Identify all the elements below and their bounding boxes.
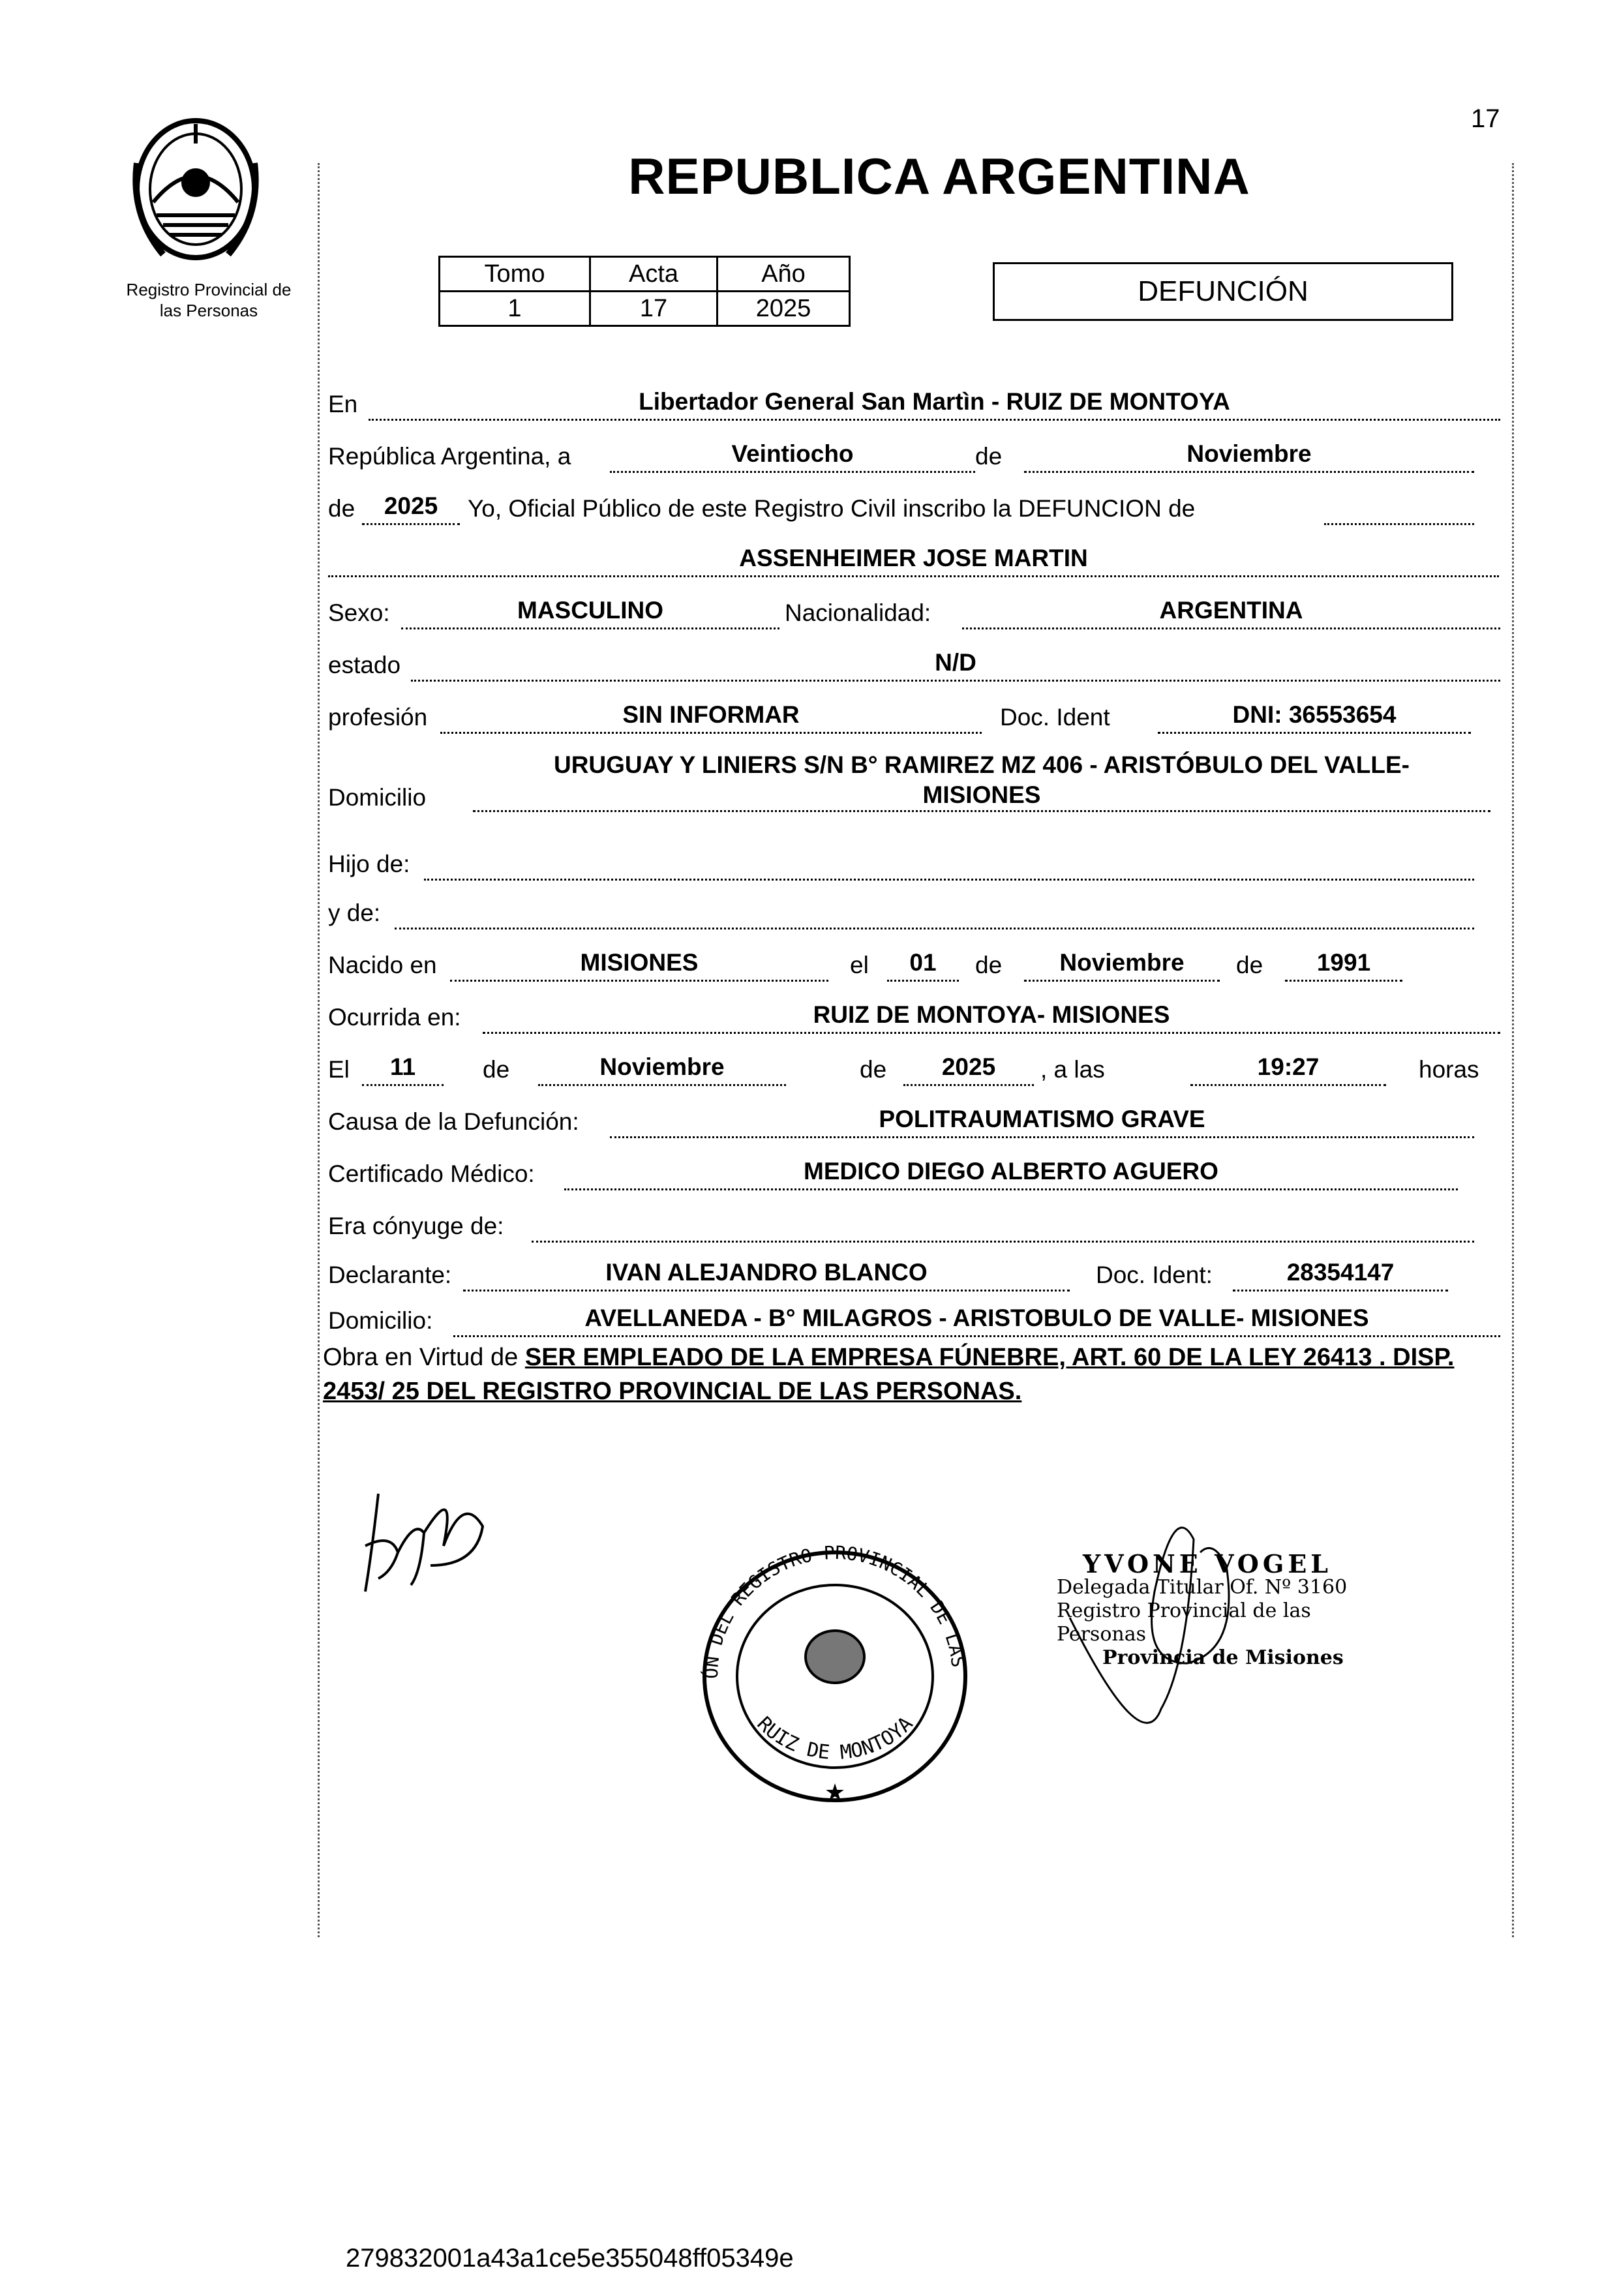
- crest-icon: [117, 111, 274, 267]
- sexo-value: MASCULINO: [401, 594, 779, 629]
- death-de2-label: de: [860, 1056, 887, 1083]
- tomo-header: Tomo: [440, 257, 590, 292]
- domicilio-value: [473, 750, 1490, 812]
- de-label: de: [975, 443, 1003, 470]
- page-number: 17: [1471, 104, 1500, 133]
- official-signature: [352, 1455, 515, 1618]
- row-ocurrida: [323, 995, 1497, 1038]
- registrar-line4: Provincia de Misiones: [1102, 1646, 1344, 1669]
- nacido-value: MISIONES: [450, 946, 828, 982]
- row-deceased-name: [323, 538, 1497, 581]
- en-value: Libertador General San Martìn - RUIZ DE MONTOYA: [369, 385, 1500, 421]
- registrar-line3: Registro Provincial de las Personas: [1057, 1599, 1311, 1646]
- death-el-label: El: [328, 1056, 350, 1083]
- causa-value: POLITRAUMATISMO GRAVE: [610, 1102, 1474, 1138]
- inscribo-blank: [1324, 489, 1474, 525]
- declarante-doc-value: 28354147: [1233, 1256, 1448, 1292]
- yde-label: y de:: [328, 899, 381, 926]
- delegacion-seal: [678, 1539, 991, 1813]
- domicilio2-label: Domicilio:: [328, 1307, 433, 1334]
- horas-label: horas: [1419, 1056, 1479, 1083]
- en-label: En: [328, 391, 358, 417]
- row-hijo: [323, 841, 1497, 884]
- row-estado: [323, 642, 1497, 686]
- nacionalidad-value: ARGENTINA: [962, 594, 1500, 629]
- sexo-label: Sexo:: [328, 599, 390, 626]
- footer-hash-code: 279832001a43a1ce5e355048ff05349e: [346, 2244, 794, 2273]
- de2-label: de: [328, 495, 355, 522]
- anio-value: 2025: [718, 292, 850, 326]
- hijo-label: Hijo de:: [328, 851, 410, 877]
- domicilio-line2: MISIONES: [922, 781, 1041, 808]
- estado-value: N/D: [411, 646, 1500, 682]
- left-margin-line: [318, 163, 320, 1937]
- estado-label: estado: [328, 652, 401, 678]
- ocurrida-label: Ocurrida en:: [328, 1004, 461, 1031]
- domicilio-label: Domicilio: [328, 784, 427, 811]
- row-declarante: [323, 1252, 1497, 1295]
- row-conyuge: [323, 1203, 1497, 1246]
- registrar-stamp: [1044, 1500, 1409, 1761]
- svg-text:★: ★: [824, 1779, 846, 1805]
- ocurrida-value: RUIZ DE MONTOYA- MISIONES: [483, 998, 1500, 1034]
- republica-label: República Argentina, a: [328, 443, 571, 470]
- document-type-box: DEFUNCIÓN: [993, 262, 1453, 321]
- row-nacido: [323, 943, 1497, 986]
- declarante-label: Declarante:: [328, 1261, 452, 1288]
- logo-caption-line1: Registro Provincial de: [126, 280, 292, 299]
- profesion-value: SIN INFORMAR: [440, 698, 982, 734]
- death-day: 11: [362, 1050, 444, 1086]
- registrar-stamp-text: [1057, 1549, 1396, 1670]
- day-text: Veintiocho: [610, 437, 975, 473]
- nacionalidad-label: Nacionalidad:: [785, 599, 931, 626]
- row-certificado: [323, 1151, 1497, 1194]
- nacido-label: Nacido en: [328, 952, 437, 978]
- hijo-value: [424, 845, 1474, 881]
- declarante-doc-label: Doc. Ident:: [1096, 1261, 1213, 1288]
- anio-header: Año: [718, 257, 850, 292]
- svg-text:RUIZ DE MONTOYA: [752, 1712, 917, 1764]
- domicilio-line1: URUGUAY Y LINIERS S/N B° RAMIREZ MZ 406 - ARISTÓBULO DEL VALLE-: [553, 751, 1410, 778]
- seal-ring-text: ÓN DEL REGISTRO PROVINCIAL DE LAS: [700, 1541, 969, 1680]
- record-table: [438, 256, 851, 327]
- birth-de-label: de: [975, 952, 1003, 978]
- birth-month: Noviembre: [1024, 946, 1220, 982]
- row-profesion: [323, 695, 1497, 738]
- profesion-label: profesión: [328, 704, 428, 731]
- alas-label: , a las: [1040, 1056, 1105, 1083]
- birth-de2-label: de: [1236, 952, 1263, 978]
- doc-ident-label: Doc. Ident: [1000, 704, 1110, 731]
- row-domicilio-declarante: [323, 1298, 1497, 1341]
- inscribo-text: Yo, Oficial Público de este Registro Civil inscribo la DEFUNCION de: [468, 495, 1196, 522]
- conyuge-value: [532, 1207, 1474, 1243]
- certificado-label: Certificado Médico:: [328, 1160, 535, 1187]
- obra-label: Obra en Virtud de: [323, 1344, 519, 1371]
- seal-icon: [678, 1539, 991, 1813]
- doc-ident-value: DNI: 36553654: [1158, 698, 1471, 734]
- row-fecha-defuncion: [323, 1047, 1497, 1090]
- signature-icon: [352, 1455, 515, 1618]
- tomo-value: 1: [440, 292, 590, 326]
- row-domicilio: [323, 751, 1497, 830]
- el-label: el: [850, 952, 869, 978]
- row-en: [323, 382, 1497, 425]
- provincia-crest-logo: [117, 111, 274, 267]
- yde-value: [395, 894, 1474, 929]
- birth-day: 01: [887, 946, 959, 982]
- acta-header: Acta: [590, 257, 718, 292]
- right-margin-line: [1512, 163, 1514, 1937]
- declarante-value: IVAN ALEJANDRO BLANCO: [463, 1256, 1070, 1292]
- row-y-de: [323, 890, 1497, 933]
- conyuge-label: Era cónyuge de:: [328, 1213, 504, 1239]
- row-causa: [323, 1099, 1497, 1142]
- month-text: Noviembre: [1024, 437, 1474, 473]
- obra-en-virtud: [323, 1340, 1504, 1408]
- death-month: Noviembre: [538, 1050, 786, 1086]
- logo-caption-line2: las Personas: [159, 301, 258, 320]
- row-fecha-acta: [323, 434, 1497, 477]
- registrar-line2: Delegada Titular Of. Nº 3160: [1057, 1576, 1348, 1599]
- deceased-name: ASSENHEIMER JOSE MARTIN: [328, 541, 1499, 577]
- death-time: 19:27: [1190, 1050, 1386, 1086]
- domicilio2-value: AVELLANEDA - B° MILAGROS - ARISTOBULO DE VALLE- MISIONES: [453, 1301, 1500, 1337]
- obra-value: SER EMPLEADO DE LA EMPRESA FÚNEBRE, ART. 60 DE LA LEY 26413 . DISP. 2453/ 25 DEL REGISTRO PROVINCIAL DE LAS PERSONAS.: [323, 1344, 1455, 1405]
- logo-caption: [104, 279, 313, 321]
- registrar-name: YVONE VOGEL: [1083, 1549, 1333, 1578]
- row-sexo-nacionalidad: [323, 590, 1497, 633]
- death-de-label: de: [483, 1056, 510, 1083]
- death-year: 2025: [903, 1050, 1034, 1086]
- seal-inner-text: RUIZ DE MONTOYA: [752, 1712, 918, 1764]
- document-title: REPUBLICA ARGENTINA: [628, 147, 1250, 205]
- causa-label: Causa de la Defunción:: [328, 1108, 579, 1135]
- row-inscribo: [323, 486, 1497, 529]
- year-value: 2025: [362, 489, 460, 525]
- acta-value: 17: [590, 292, 718, 326]
- birth-year: 1991: [1285, 946, 1402, 982]
- certificado-value: MEDICO DIEGO ALBERTO AGUERO: [564, 1155, 1458, 1190]
